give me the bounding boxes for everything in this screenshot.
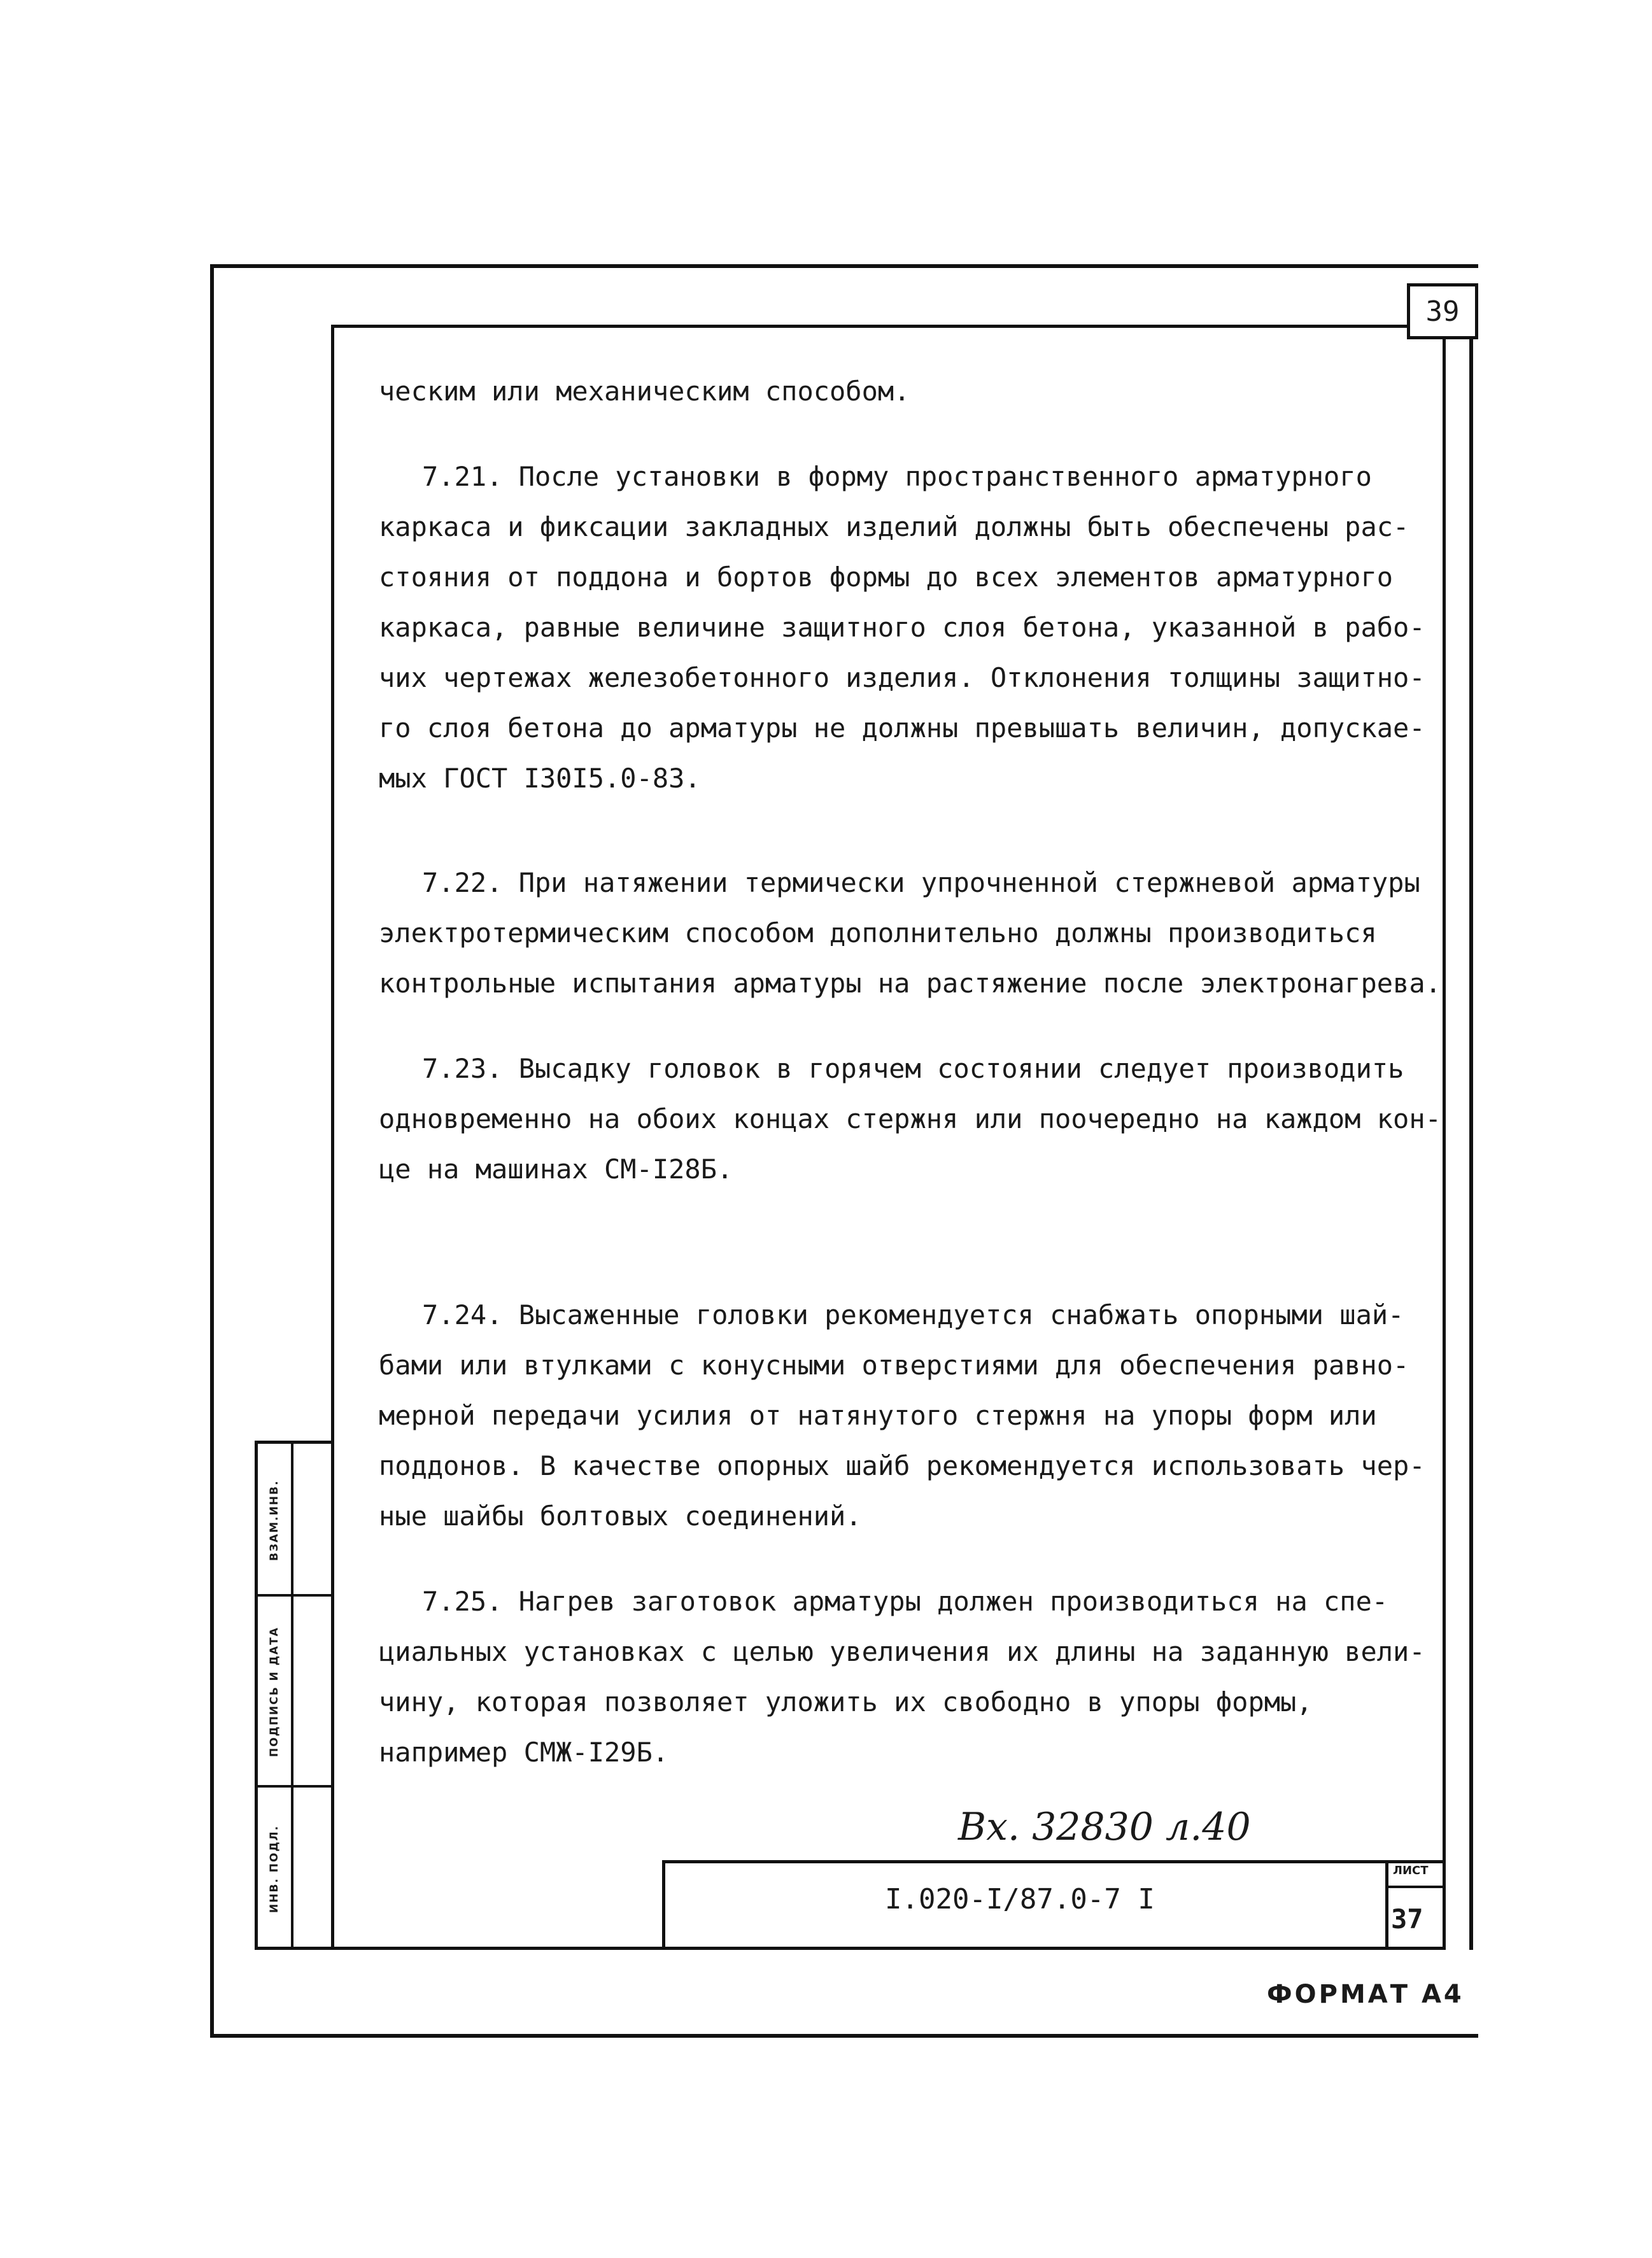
sheet-number-box	[1407, 283, 1478, 339]
paragraph-7-25-line: 7.25. Нагрев заготовок арматуры должен производиться на спе-	[422, 1586, 1388, 1617]
text-line: электротермическим способом дополнительно должны производиться	[379, 917, 1377, 949]
text-line: одновременно на обоих концах стержня или поочередно на каждом кон-	[379, 1103, 1441, 1134]
page-body	[379, 366, 1441, 1777]
text-line: мерной передачи усилия от натянутого стержня на упоры форм или	[379, 1400, 1377, 1431]
paragraph-7-22-line: 7.22. При натяжении термически упрочненной стержневой арматуры	[422, 867, 1420, 898]
paragraph-7-21-line: 7.21. После установки в форму пространственного арматурного	[422, 461, 1372, 492]
document-code: I.020-I/87.0-7 I	[885, 1883, 1155, 1916]
handwritten-note: Вх. 32830 л.40	[958, 1805, 1251, 1849]
paragraph-7-24-line: 7.24. Высаженные головки рекомендуется снабжать опорными шай-	[422, 1299, 1404, 1330]
text-line: бами или втулками с конусными отверстиями для обеспечения равно-	[379, 1350, 1409, 1381]
text-line: чину, которая позволяет уложить их свободно в упоры формы,	[379, 1686, 1313, 1718]
side-label: ПОДПИСЬ И ДАТА	[268, 1626, 281, 1758]
text-line: циальных установках с целью увеличения их длины на заданную вели-	[379, 1636, 1425, 1667]
text-line: каркаса, равные величине защитного слоя бетона, указанной в рабо-	[379, 612, 1425, 643]
text-line: мых ГОСТ I30I5.0-83.	[379, 763, 701, 794]
sheet-divider	[1385, 1886, 1446, 1888]
side-stamp	[255, 1441, 331, 1950]
paragraph-7-23-line: 7.23. Высадку головок в горячем состоянии следует производить	[422, 1053, 1404, 1084]
text-line: поддонов. В качестве опорных шайб рекомендуется использовать чер-	[379, 1450, 1425, 1481]
side-cell-replace-inv	[258, 1444, 331, 1597]
side-cell-original-inv	[258, 1788, 331, 1950]
frame-double-line	[1469, 331, 1473, 1950]
format-label: ФОРМАТ А4	[1267, 1980, 1464, 2009]
sheet-page-number: 37	[1391, 1903, 1423, 1935]
sheet-label: ЛИСТ	[1393, 1864, 1429, 1877]
side-label: ИНВ. ПОДЛ.	[268, 1824, 281, 1913]
text-line: ческим или механическим способом.	[379, 376, 910, 407]
text-line: чих чертежах железобетонного изделия. Отклонения толщины защитно-	[379, 662, 1425, 693]
text-line: каркаса и фиксации закладных изделий должны быть обеспечены рас-	[379, 511, 1409, 542]
text-line: ные шайбы болтовых соединений.	[379, 1500, 862, 1532]
text-line: го слоя бетона до арматуры не должны превышать величин, допускае-	[379, 712, 1425, 744]
side-label: ВЗАМ.ИНВ.	[268, 1479, 281, 1561]
side-cell-signature-date	[258, 1597, 331, 1788]
text-line: стояния от поддона и бортов формы до всех элементов арматурного	[379, 561, 1394, 593]
text-line: це на машинах СМ-I28Б.	[379, 1154, 733, 1185]
sheet-number: 39	[1425, 295, 1460, 328]
text-line: например СМЖ-I29Б.	[379, 1737, 669, 1768]
text-line: контрольные испытания арматуры на растяжение после электронагрева.	[379, 968, 1441, 999]
